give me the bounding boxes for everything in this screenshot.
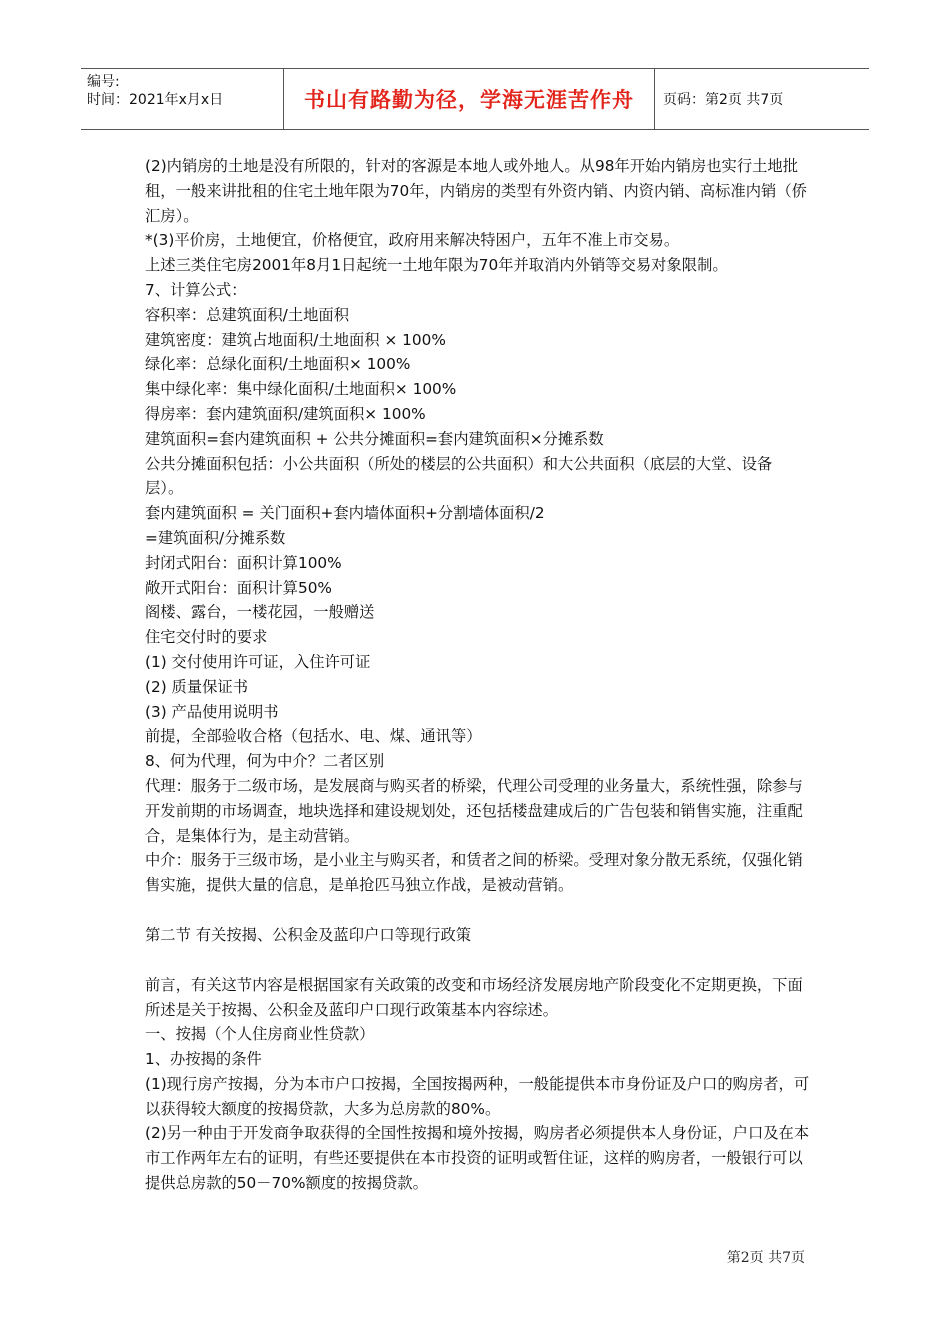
paragraph: (1) 交付使用许可证，入住许可证: [145, 652, 371, 671]
paragraph: 建筑面积=套内建筑面积 + 公共分摊面积=套内建筑面积×分摊系数: [145, 429, 604, 448]
paragraph: 前提，全部验收合格（包括水、电、煤、通讯等）: [145, 727, 482, 746]
paragraph: 建筑密度：建筑占地面积/土地面积 × 100%: [145, 330, 446, 349]
paragraph: 公共分摊面积包括：小公共面积（所处的楼层的公共面积）和大公共面积（底层的大堂、设备层）。: [145, 454, 773, 498]
paragraph: 1、办按揭的条件: [145, 1050, 262, 1069]
paragraph: 集中绿化率：集中绿化面积/土地面积× 100%: [145, 380, 457, 399]
document-date-label: 时间：2021年x月x日: [87, 92, 224, 108]
document-body: [145, 154, 810, 1196]
spacer: [145, 898, 810, 923]
paragraph: 得房率：套内建筑面积/建筑面积× 100%: [145, 404, 426, 423]
spacer: [145, 948, 810, 973]
paragraph: 中介：服务于三级市场，是小业主与购买者，和赁者之间的桥梁。受理对象分散无系统，仅强化销售实施，提供大量的信息，是单抢匹马独立作战，是被动营销。: [145, 851, 803, 895]
paragraph: 7、计算公式：: [145, 280, 247, 299]
paragraph: 住宅交付时的要求: [145, 628, 268, 647]
header-meta: [81, 69, 283, 129]
paragraph: 上述三类住宅房2001年8月1日起统一土地年限为70年并取消内外销等交易对象限制。: [145, 256, 728, 275]
paragraph: 容积率：总建筑面积/土地面积: [145, 305, 350, 324]
paragraph: (2)另一种由于开发商争取获得的全国性按揭和境外按揭，购房者必须提供本人身份证，户口及在本市工作两年左右的证明，有些还要提供在本市投资的证明或暂住证，这样的购房者，一般银行可以提供总房款的50－70%额度的按揭贷款。: [145, 1124, 810, 1193]
paragraph: 一、按揭（个人住房商业性贷款）: [145, 1025, 375, 1044]
header-motto: 书山有路勤为径，学海无涯苦作舟: [283, 69, 655, 129]
page-footer: 第2页 共7页: [726, 1250, 805, 1266]
paragraph: (1)现行房产按揭，分为本市户口按揭，全国按揭两种，一般能提供本市身份证及户口的购房者，可以获得较大额度的按揭贷款，大多为总房款的80%。: [145, 1074, 810, 1118]
paragraph: 绿化率：总绿化面积/土地面积× 100%: [145, 355, 411, 374]
page-header: [81, 68, 869, 130]
paragraph: 敞开式阳台：面积计算50%: [145, 578, 332, 597]
paragraph: 代理：服务于二级市场，是发展商与购买者的桥梁，代理公司受理的业务量大，系统性强，除参与开发前期的市场调查，地块选择和建设规划处，还包括楼盘建成后的广告包装和销售实施，注重配合，是集体行为，是主动营销。: [145, 776, 803, 845]
paragraph: 8、何为代理，何为中介？二者区别: [145, 752, 385, 771]
document-number-label: 编号:: [87, 74, 120, 90]
paragraph: 阁楼、露台，一楼花园，一般赠送: [145, 603, 375, 622]
paragraph: =建筑面积/分摊系数: [145, 528, 286, 547]
paragraph: *(3)平价房，土地便宜，价格便宜，政府用来解决特困户，五年不准上市交易。: [145, 231, 680, 250]
header-page-label: 页码：第2页 共7页: [663, 92, 784, 108]
paragraph: 前言，有关这节内容是根据国家有关政策的改变和市场经济发展房地产阶段变化不定期更换，下面所述是关于按揭、公积金及蓝印户口现行政策基本内容综述。: [145, 975, 803, 1019]
section-title: 第二节 有关按揭、公积金及蓝印户口等现行政策: [145, 925, 472, 944]
paragraph: 套内建筑面积 = 关门面积+套内墙体面积+分割墙体面积/2: [145, 504, 545, 523]
paragraph: 封闭式阳台：面积计算100%: [145, 553, 342, 572]
paragraph: (2)内销房的土地是没有所限的，针对的客源是本地人或外地人。从98年开始内销房也实行土地批租，一般来讲批租的住宅土地年限为70年，内销房的类型有外资内销、内资内销、高标准内销（侨汇房）。: [145, 157, 807, 225]
paragraph: (2) 质量保证书: [145, 677, 249, 696]
paragraph: (3) 产品使用说明书: [145, 702, 279, 721]
